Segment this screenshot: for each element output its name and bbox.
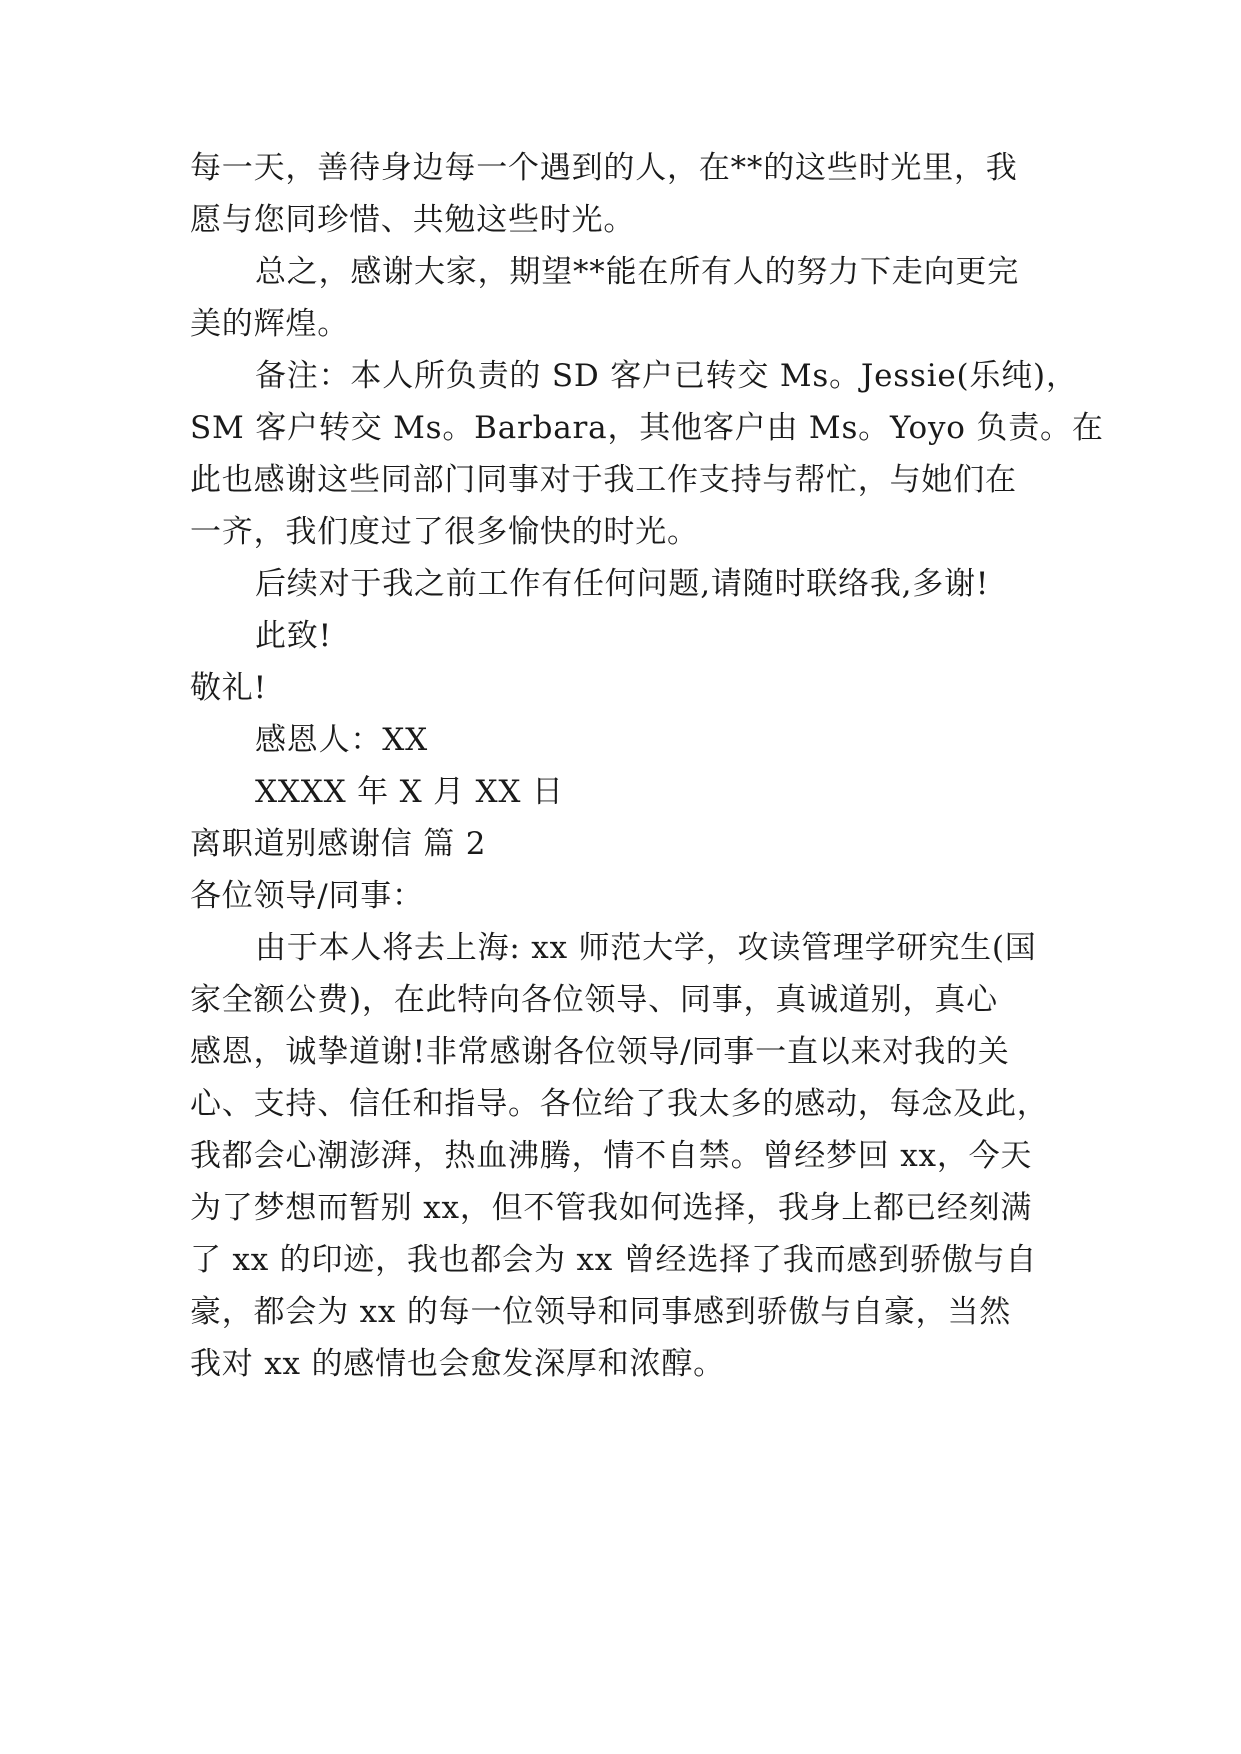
paragraph-first-line: 总之，感谢大家，期望**能在所有人的努力下走向更完 [255,254,1019,290]
text-line: 此也感谢这些同部门同事对于我工作支持与帮忙，与她们在 [190,462,1017,498]
greeting-line: 各位领导/同事： [190,878,424,914]
text-line: 愿与您同珍惜、共勉这些时光。 [190,202,636,238]
text-line: 感恩，诚挚道谢!非常感谢各位领导/同事一直以来对我的关 [190,1034,1010,1070]
closing-line: 此致! [255,618,332,654]
text-line: 一齐，我们度过了很多愉快的时光。 [190,514,699,550]
salutation-line: 敬礼! [190,670,267,706]
paragraph-first-line: 由于本人将去上海: xx 师范大学，攻读管理学研究生(国 [255,930,1037,966]
text-line: 我对 xx 的感情也会愈发深厚和浓醇。 [190,1346,725,1382]
text-line: 心、支持、信任和指导。各位给了我太多的感动，每念及此， [190,1086,1049,1122]
signature-line: 感恩人：XX [255,722,428,758]
text-line: 豪，都会为 xx 的每一位领导和同事感到骄傲与自豪，当然 [190,1294,1012,1330]
text-line: 每一天，善待身边每一个遇到的人，在**的这些时光里，我 [190,150,1018,186]
text-line: 为了梦想而暂别 xx，但不管我如何选择，我身上都已经刻满 [190,1190,1033,1226]
text-line: 了 xx 的印迹，我也都会为 xx 曾经选择了我而感到骄傲与自 [190,1242,1038,1278]
text-line: SM 客户转交 Ms。Barbara，其他客户由 Ms。Yoyo 负责。在 [190,410,1104,446]
text-line: 家全额公费)，在此特向各位领导、同事，真诚道别，真心 [190,982,998,1018]
text-line: 我都会心潮澎湃，热血沸腾，情不自禁。曾经梦回 xx，今天 [190,1138,1033,1174]
paragraph-first-line: 备注：本人所负责的 SD 客户已转交 Ms。Jessie(乐纯)， [255,358,1078,394]
section-title: 离职道别感谢信 篇 2 [190,826,487,862]
paragraph-first-line: 后续对于我之前工作有任何问题,请随时联络我,多谢! [255,566,990,602]
date-line: XXXX 年 X 月 XX 日 [255,774,564,810]
text-line: 美的辉煌。 [190,306,349,342]
